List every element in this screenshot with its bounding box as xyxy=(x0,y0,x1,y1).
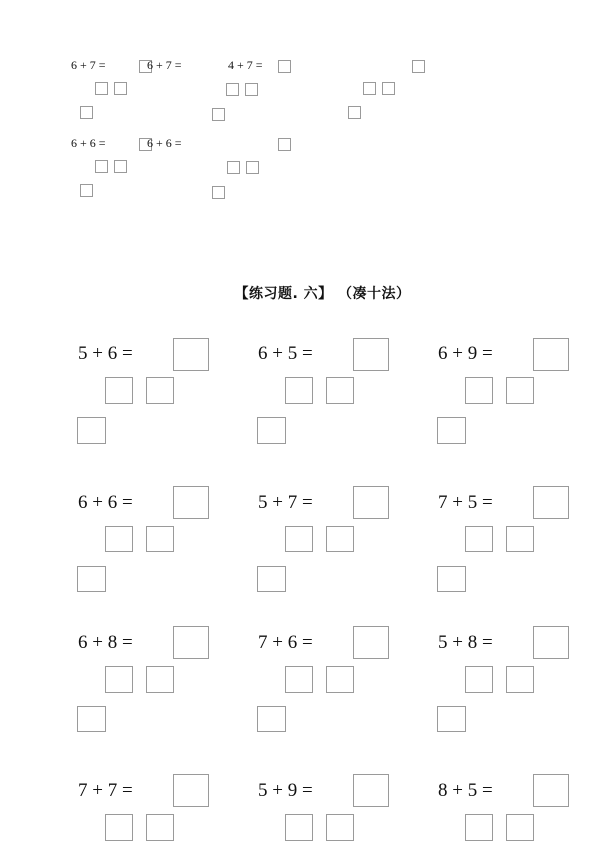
answer-box[interactable] xyxy=(533,774,569,807)
step-box[interactable] xyxy=(77,706,106,732)
split-box[interactable] xyxy=(285,814,313,841)
answer-box[interactable] xyxy=(412,60,425,73)
small-problem-1-1: 6 + 7 = xyxy=(71,58,106,72)
answer-box[interactable] xyxy=(353,486,389,519)
step-box[interactable] xyxy=(348,106,361,119)
split-box[interactable] xyxy=(105,666,133,693)
problem-3-2: 7 + 6 = xyxy=(258,632,313,653)
split-box[interactable] xyxy=(506,666,534,693)
answer-box[interactable] xyxy=(533,626,569,659)
split-box[interactable] xyxy=(506,526,534,552)
step-box[interactable] xyxy=(437,417,466,444)
split-box[interactable] xyxy=(246,161,259,174)
split-box[interactable] xyxy=(326,814,354,841)
answer-box[interactable] xyxy=(533,486,569,519)
step-box[interactable] xyxy=(257,417,286,444)
split-box[interactable] xyxy=(326,526,354,552)
answer-box[interactable] xyxy=(173,338,209,371)
step-box[interactable] xyxy=(257,566,286,592)
split-box[interactable] xyxy=(105,377,133,404)
split-box[interactable] xyxy=(285,666,313,693)
split-box[interactable] xyxy=(146,526,174,552)
answer-box[interactable] xyxy=(173,626,209,659)
answer-box[interactable] xyxy=(353,338,389,371)
answer-box[interactable] xyxy=(353,774,389,807)
split-box[interactable] xyxy=(146,377,174,404)
small-problem-1-3: 4 + 7 = xyxy=(228,58,263,72)
split-box[interactable] xyxy=(465,526,493,552)
split-box[interactable] xyxy=(465,814,493,841)
step-box[interactable] xyxy=(437,566,466,592)
problem-4-1: 7 + 7 = xyxy=(78,780,133,801)
small-problem-1-2: 6 + 7 = xyxy=(147,58,182,72)
split-box[interactable] xyxy=(114,160,127,173)
step-box[interactable] xyxy=(80,184,93,197)
split-box[interactable] xyxy=(326,666,354,693)
step-box[interactable] xyxy=(212,186,225,199)
split-box[interactable] xyxy=(105,526,133,552)
section-title: 【练习题. 六】 （凑十法） xyxy=(234,286,411,302)
problem-4-2: 5 + 9 = xyxy=(258,780,313,801)
small-problem-2-2: 6 + 6 = xyxy=(147,136,182,150)
split-box[interactable] xyxy=(465,377,493,404)
small-problem-2-1: 6 + 6 = xyxy=(71,136,106,150)
problem-3-3: 5 + 8 = xyxy=(438,632,493,653)
split-box[interactable] xyxy=(506,814,534,841)
split-box[interactable] xyxy=(465,666,493,693)
step-box[interactable] xyxy=(437,706,466,732)
split-box[interactable] xyxy=(382,82,395,95)
answer-box[interactable] xyxy=(173,486,209,519)
problem-1-2: 6 + 5 = xyxy=(258,343,313,364)
split-box[interactable] xyxy=(506,377,534,404)
split-box[interactable] xyxy=(146,814,174,841)
step-box[interactable] xyxy=(77,566,106,592)
problem-2-2: 5 + 7 = xyxy=(258,492,313,513)
split-box[interactable] xyxy=(245,83,258,96)
step-box[interactable] xyxy=(77,417,106,444)
split-box[interactable] xyxy=(227,161,240,174)
answer-box[interactable] xyxy=(533,338,569,371)
answer-box[interactable] xyxy=(353,626,389,659)
problem-1-3: 6 + 9 = xyxy=(438,343,493,364)
split-box[interactable] xyxy=(285,526,313,552)
problem-3-1: 6 + 8 = xyxy=(78,632,133,653)
step-box[interactable] xyxy=(212,108,225,121)
split-box[interactable] xyxy=(95,160,108,173)
answer-box[interactable] xyxy=(278,60,291,73)
step-box[interactable] xyxy=(80,106,93,119)
split-box[interactable] xyxy=(226,83,239,96)
split-box[interactable] xyxy=(146,666,174,693)
problem-2-3: 7 + 5 = xyxy=(438,492,493,513)
split-box[interactable] xyxy=(114,82,127,95)
split-box[interactable] xyxy=(363,82,376,95)
step-box[interactable] xyxy=(257,706,286,732)
problem-1-1: 5 + 6 = xyxy=(78,343,133,364)
split-box[interactable] xyxy=(326,377,354,404)
split-box[interactable] xyxy=(95,82,108,95)
answer-box[interactable] xyxy=(278,138,291,151)
problem-4-3: 8 + 5 = xyxy=(438,780,493,801)
split-box[interactable] xyxy=(285,377,313,404)
problem-2-1: 6 + 6 = xyxy=(78,492,133,513)
answer-box[interactable] xyxy=(173,774,209,807)
split-box[interactable] xyxy=(105,814,133,841)
